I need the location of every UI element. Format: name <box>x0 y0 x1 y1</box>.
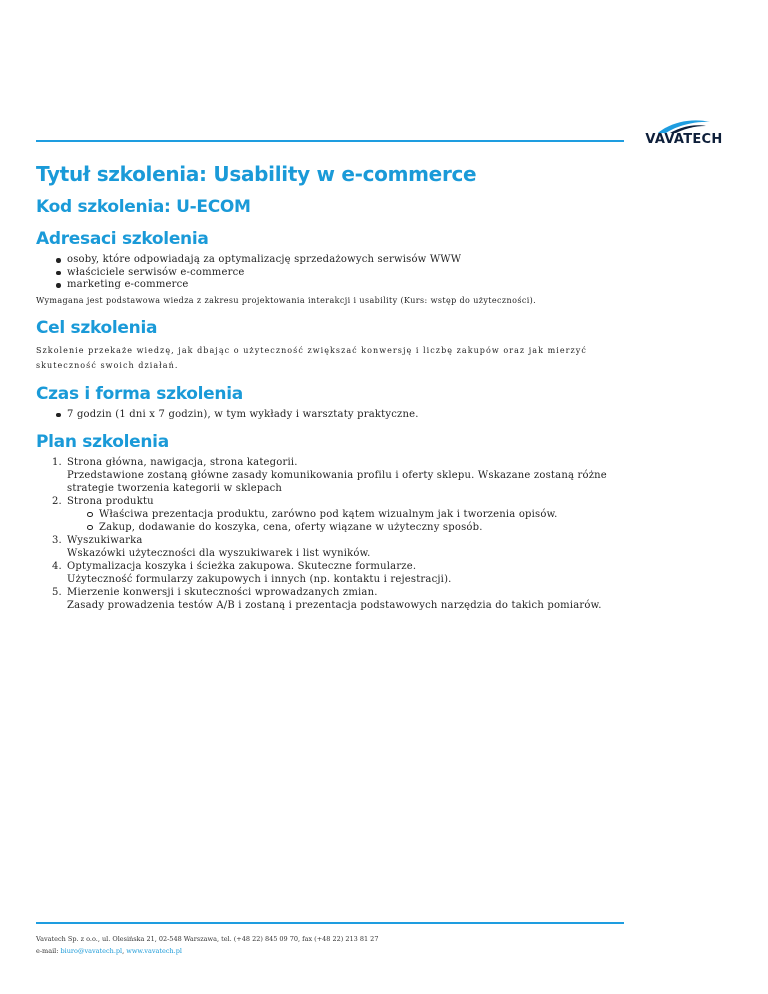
company-address: Vavatech Sp. z o.o., ul. Olesińska 21, 02-548 Warszawa, tel. (+48 22) 845 09 70, fax (+48 22) 213 81 27 <box>36 935 379 943</box>
plan-item-title: Strona produktu <box>67 496 154 507</box>
prerequisite-note: Wymagana jest podstawowa wiedza z zakresu projektowania interakcji i usability (Kurs: wstęp do użyteczności). <box>36 295 537 305</box>
plan-item-title: Mierzenie konwersji i skuteczności wprowadzanych zmian. <box>67 587 378 598</box>
plan-item-number: 1. <box>52 457 62 468</box>
plan-section <box>36 431 636 612</box>
plan-item <box>36 560 636 586</box>
contact-separator: , <box>122 947 127 955</box>
plan-sub-list <box>67 508 636 534</box>
contact-line <box>36 945 378 957</box>
plan-item <box>36 495 636 534</box>
plan-item-description: Wskazówki użyteczności dla wyszukiwarek i list wyników. <box>67 548 371 559</box>
plan-item-description: strategie tworzenia kategorii w sklepach <box>67 483 283 494</box>
plan-item-number: 3. <box>52 535 62 546</box>
plan-item-number: 4. <box>52 561 62 572</box>
vavatech-logo <box>636 118 732 148</box>
email-link[interactable]: biuro@vavatech.pl <box>60 947 123 955</box>
website-link[interactable]: www.vavatech.pl <box>126 947 182 955</box>
audience-heading: Adresaci szkolenia <box>36 229 209 249</box>
document-body <box>36 160 636 612</box>
plan-item-title: Optymalizacja koszyka i ścieżka zakupowa. Skuteczne formularze. <box>67 561 417 572</box>
course-title: Tytuł szkolenia: Usability w e-commerce <box>36 162 477 186</box>
goal-heading: Cel szkolenia <box>36 317 158 338</box>
email-label: e-mail: <box>36 947 61 955</box>
sub-list-item: Zakup, dodawanie do koszyka, cena, oferty wiązane w użyteczny sposób. <box>67 521 636 534</box>
footer <box>36 933 378 957</box>
plan-item <box>36 586 636 612</box>
plan-item-title: Wyszukiwarka <box>67 535 143 546</box>
form-heading: Czas i forma szkolenia <box>36 383 243 404</box>
plan-item-number: 5. <box>52 587 62 598</box>
plan-item-number: 2. <box>52 496 62 507</box>
list-item: właściciele serwisów e-commerce <box>36 267 636 280</box>
form-list <box>36 409 636 422</box>
plan-item-description: Użyteczność formularzy zakupowych i innych (np. kontaktu i rejestracji). <box>67 574 452 585</box>
plan-heading: Plan szkolenia <box>36 432 169 452</box>
plan-list <box>36 456 636 612</box>
list-item: osoby, które odpowiadają za optymalizację sprzedażowych serwisów WWW <box>36 254 636 267</box>
course-code: Kod szkolenia: U-ECOM <box>36 197 251 217</box>
audience-list <box>36 254 636 292</box>
plan-item <box>36 534 636 560</box>
footer-rule <box>36 922 624 924</box>
audience-section <box>36 228 636 307</box>
plan-item-description: Zasady prowadzenia testów A/B i zostaną i prezentacja podstawowych narzędzia do takich pomiarów. <box>67 600 602 611</box>
sub-list-item: Właściwa prezentacja produktu, zarówno pod kątem wizualnym jak i tworzenia opisów. <box>67 508 636 521</box>
goal-section <box>36 317 636 373</box>
list-item: 7 godzin (1 dni x 7 godzin), w tym wykłady i warsztaty praktyczne. <box>36 409 636 422</box>
logo-wordmark: VAVATECH <box>645 132 723 147</box>
form-section <box>36 383 636 422</box>
plan-item-title: Strona główna, nawigacja, strona kategorii. <box>67 457 298 468</box>
plan-item <box>36 456 636 495</box>
goal-text: Szkolenie przekaże wiedzę, jak dbając o użyteczność zwiększać konwersję i liczbę zakupów oraz jak mierzyć skuteczność swoich działań. <box>36 345 587 370</box>
header-rule <box>36 140 624 142</box>
plan-item-description: Przedstawione zostaną główne zasady komunikowania profilu i oferty sklepu. Wskazane zostaną różne <box>67 470 607 481</box>
list-item: marketing e-commerce <box>36 279 636 292</box>
